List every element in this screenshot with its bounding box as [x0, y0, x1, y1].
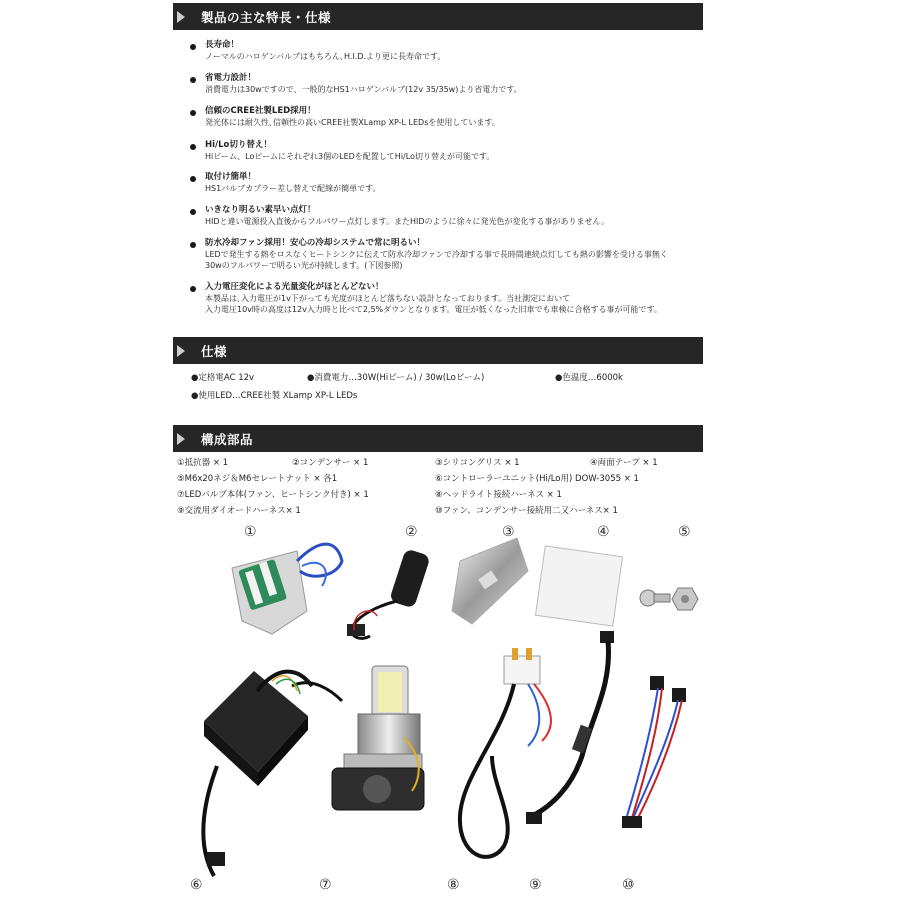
led-bulb-part [332, 666, 424, 810]
part-label-1: ① [244, 524, 257, 540]
triangle-bullet-icon [177, 433, 185, 445]
fan-harness-part [622, 676, 686, 828]
triangle-bullet-icon [177, 11, 185, 23]
feature-title: いきなり明るい素早い点灯！ [205, 205, 316, 215]
component-item: ②コンデンサー × 1 [292, 458, 369, 468]
component-item: ⑥コントローラーユニット(Hi/Lo用) DOW-3055 × 1 [435, 474, 639, 484]
spec-title: 仕様 [201, 344, 228, 359]
bullet-icon [190, 110, 196, 116]
bullet-icon [190, 44, 196, 50]
bullet-icon [190, 77, 196, 83]
bullet-icon [190, 176, 196, 182]
part-label-4: ④ [597, 524, 610, 540]
feature-title: 信頼のCREE社製LED採用！ [205, 106, 316, 116]
feature-desc: 発光体には耐久性､信頼性の高いCREE社製XLamp XP-L LEDsを使用しています。 [205, 118, 500, 127]
double-sided-tape-part [536, 546, 623, 626]
component-item: ⑦LEDバルブ本体(ファン、ヒートシンク付き) × 1 [177, 490, 369, 500]
component-item: ⑨交流用ダイオードハーネス× 1 [177, 506, 301, 516]
part-label-10: ⑩ [622, 877, 635, 893]
feature-title: 入力電圧変化による光量変化がほとんどない！ [205, 282, 384, 292]
feature-desc: ノーマルのハロゲンバルブはもちろん､H.I.D.より更に長寿命です。 [205, 52, 446, 61]
feature-title: 防水冷却ファン採用！安心の冷却システムで常に明るい！ [205, 238, 425, 248]
feature-desc: HIDと違い電源投入直後からフルパワー点灯します。またHIDのように徐々に発光色が変化する事がありません。 [205, 217, 610, 226]
spec-item: ●定格電AC 12v [191, 373, 255, 383]
product-photo [172, 516, 716, 900]
component-item: ④両面テープ × 1 [590, 458, 658, 468]
component-item: ⑧ヘッドライト接続ハーネス × 1 [435, 490, 562, 500]
feature-title: 省電力設計！ [205, 73, 257, 83]
spec-item: ●使用LED…CREE社製 XLamp XP-L LEDs [191, 391, 358, 401]
components-section-header [173, 425, 703, 452]
feature-title: 長寿命！ [205, 40, 240, 50]
controller-unit-part [203, 671, 342, 876]
component-item: ⑤M6x20ネジ＆M6セレートナット × 各1 [177, 474, 338, 484]
feature-desc: Hiビーム、Loビームにそれぞれ3個のLEDを配置してHi/Lo切り替えが可能です。 [205, 152, 495, 161]
components-title: 構成部品 [201, 432, 254, 447]
component-item: ⑩ファン、コンデンサー接続用二又ハーネス× 1 [435, 506, 618, 516]
spec-item: ●色温度…6000k [555, 373, 623, 383]
headlight-harness-part [460, 648, 551, 857]
feature-desc: 本製品は､入力電圧が1v下がっても光度がほとんど落ちない設計となっております。当社測定において [205, 294, 571, 303]
component-item: ①抵抗器 × 1 [177, 458, 229, 468]
features-title: 製品の主な特長・仕様 [201, 10, 332, 25]
feature-desc: LEDで発生する熱をロスなくヒートシンクに伝えて防水冷却ファンで冷却する事で長時間連続点灯しても熱の影響を受ける事無く [205, 250, 668, 259]
feature-desc: 消費電力は30wですので、一般的なHS1ハロゲンバルブ(12v 35/35w)より省電力です。 [205, 85, 522, 94]
screw-nut-part [640, 588, 698, 610]
part-label-3: ③ [502, 524, 515, 540]
bullet-icon [190, 209, 196, 215]
feature-desc: 30wのフルパワーで明るい光が持続します。(下図参照) [205, 261, 403, 270]
spec-item: ●消費電力…30W(Hiビーム) / 30w(Loビーム) [307, 373, 485, 383]
bullet-icon [190, 144, 196, 150]
feature-title: 取付け簡単！ [205, 172, 257, 182]
product-photo-drawing [172, 516, 716, 900]
part-label-9: ⑨ [529, 877, 542, 893]
part-label-5: ⑤ [678, 524, 691, 540]
triangle-bullet-icon [177, 345, 185, 357]
resistor-part [232, 544, 342, 634]
bullet-icon [190, 286, 196, 292]
component-item: ③シリコングリス × 1 [435, 458, 520, 468]
spec-section-header [173, 337, 703, 364]
silicone-grease-part [452, 538, 528, 624]
features-section-header [173, 3, 703, 30]
part-label-6: ⑥ [190, 877, 203, 893]
bullet-icon [190, 242, 196, 248]
part-label-2: ② [405, 524, 418, 540]
part-label-8: ⑧ [447, 877, 460, 893]
capacitor-part [347, 548, 431, 638]
feature-desc: 入力電圧10v時の高度は12v入力時と比べて2,5%ダウンとなります。電圧が低くなった旧車でも車検に合格する事が可能です。 [205, 305, 662, 314]
feature-desc: HS1バルブカプラー差し替えで配線が簡単です。 [205, 184, 381, 193]
part-label-7: ⑦ [319, 877, 332, 893]
feature-title: Hi/Lo切り替え！ [205, 140, 272, 150]
